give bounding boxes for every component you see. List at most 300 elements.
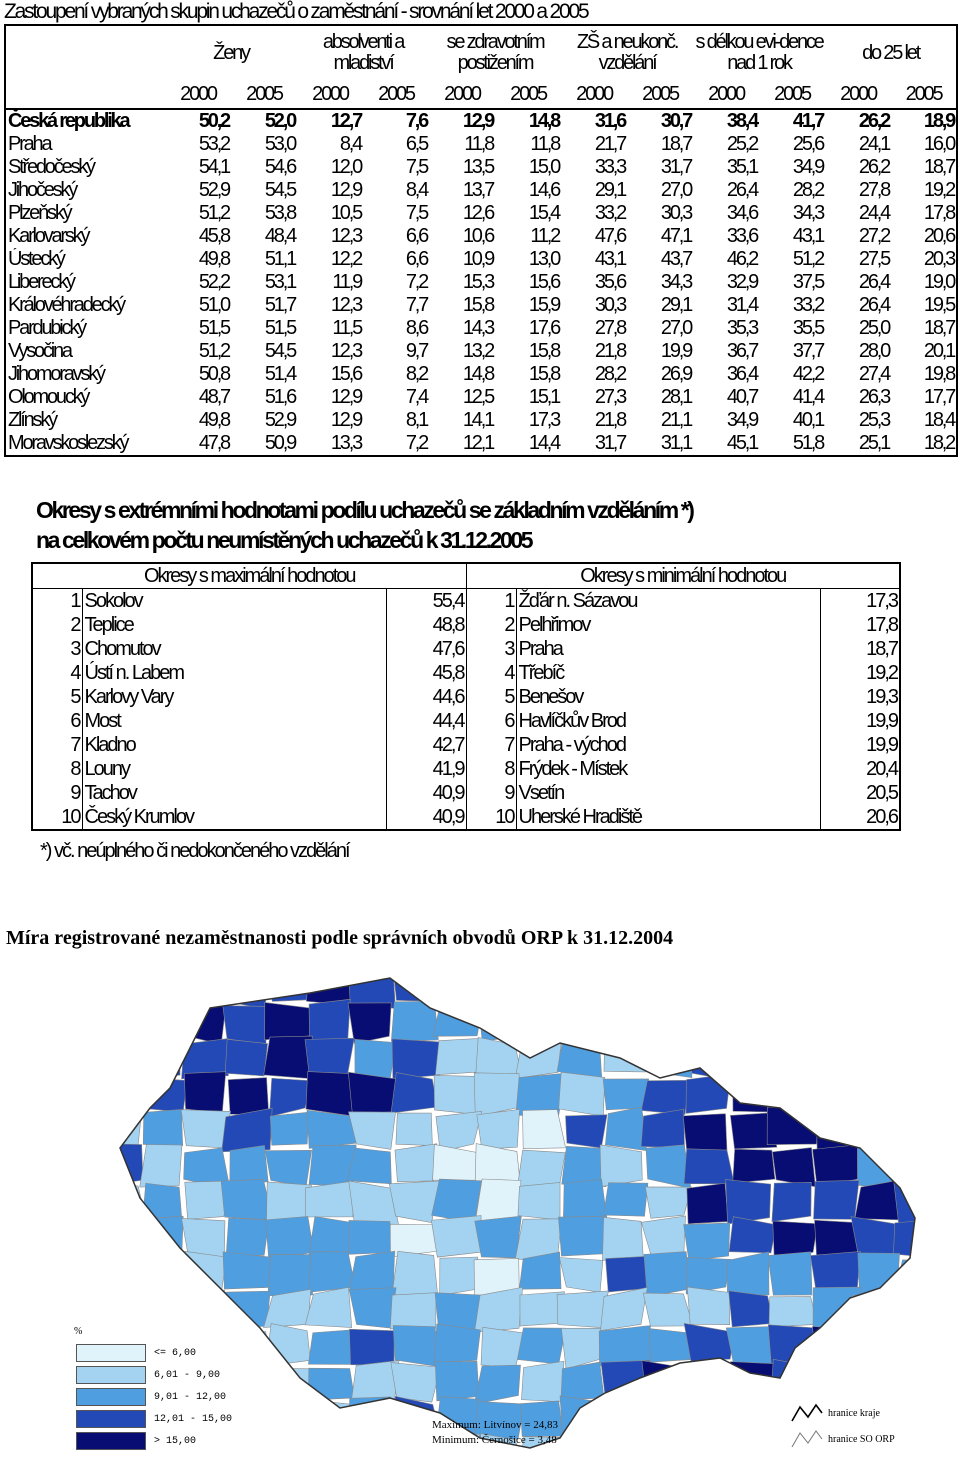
group-header: ZŠ a neukonč. vzdělání <box>576 31 678 74</box>
value-cell: 12,9 <box>330 409 362 431</box>
table-row <box>5 156 957 179</box>
table-row <box>5 386 957 409</box>
region-name: Česká republika <box>8 110 129 132</box>
table2-title <box>36 495 693 555</box>
orp-region <box>223 1006 266 1045</box>
value-cell: 24,4 <box>858 202 890 224</box>
orp-region <box>391 1073 438 1114</box>
orp-region <box>599 968 649 1004</box>
value-cell: 29,1 <box>660 294 692 316</box>
orp-region <box>602 1217 643 1260</box>
orp-region <box>685 1004 732 1039</box>
min-district: Pelhřimov <box>516 613 820 637</box>
orp-region <box>851 1325 899 1360</box>
orp-region <box>395 1144 437 1182</box>
value-cell: 30,3 <box>660 202 692 224</box>
value-cell: 12,9 <box>330 386 362 408</box>
value-cell: 26,4 <box>858 294 890 316</box>
value-cell: 36,7 <box>726 340 758 362</box>
value-cell: 48,7 <box>198 386 229 408</box>
orp-region <box>144 1003 184 1045</box>
value-cell: 13,0 <box>528 248 560 270</box>
orp-region <box>349 1329 394 1366</box>
orp-region <box>305 1038 354 1076</box>
value-cell: 8,1 <box>405 409 428 431</box>
orp-region <box>390 1293 436 1329</box>
orp-region <box>269 1078 312 1117</box>
max-rank: 4 <box>70 661 80 684</box>
value-cell: 21,8 <box>594 409 626 431</box>
year-header: 2000 <box>297 80 363 109</box>
value-cell: 54,6 <box>264 156 296 178</box>
max-district: Teplice <box>82 613 386 637</box>
table-row <box>32 781 900 805</box>
orp-border-icon <box>790 1429 824 1449</box>
orp-region <box>391 1363 441 1403</box>
value-cell: 29,1 <box>594 179 626 201</box>
legend-label: 12,01 - 15,00 <box>154 1413 233 1425</box>
orp-region <box>812 1326 858 1367</box>
legend-item <box>76 1344 276 1362</box>
orp-region <box>642 1361 689 1405</box>
value-cell: 18,9 <box>923 110 955 132</box>
value-cell: 27,0 <box>660 317 692 339</box>
value-cell: 13,3 <box>330 432 362 454</box>
value-cell: 19,8 <box>923 363 955 385</box>
min-district: Benešov <box>516 685 820 709</box>
legend-swatch <box>76 1432 146 1450</box>
orp-region <box>96 1006 143 1043</box>
value-cell: 12,3 <box>330 294 362 316</box>
value-cell: 14,4 <box>528 432 560 454</box>
map-extremes <box>432 1418 558 1448</box>
value-cell: 31,4 <box>726 294 758 316</box>
value-cell: 18,7 <box>923 317 955 339</box>
min-district: Vsetín <box>516 781 820 805</box>
value-cell: 47,8 <box>198 432 229 454</box>
value-cell: 34,3 <box>792 202 824 224</box>
value-cell: 53,0 <box>264 133 296 155</box>
region-name: Jihočeský <box>8 179 77 201</box>
orp-region <box>898 1324 920 1367</box>
value-cell: 18,2 <box>923 432 955 454</box>
min-value: 19,9 <box>820 733 900 757</box>
legend-item <box>76 1388 276 1406</box>
region-name: Plzeňský <box>8 202 71 224</box>
max-district: Most <box>82 709 386 733</box>
orp-region <box>265 1002 311 1039</box>
max-value: 47,6 <box>386 637 466 661</box>
value-cell: 26,2 <box>858 156 890 178</box>
orp-region <box>641 1109 684 1148</box>
value-cell: 27,8 <box>594 317 626 339</box>
value-cell: 6,6 <box>405 248 428 270</box>
orp-region <box>688 1396 734 1438</box>
value-cell: 7,2 <box>405 271 428 293</box>
orp-region <box>139 1252 188 1297</box>
value-cell: 10,9 <box>462 248 494 270</box>
orp-region <box>142 1216 183 1256</box>
value-cell: 7,2 <box>405 432 428 454</box>
orp-region <box>642 1000 692 1039</box>
legend-label: 6,01 - 9,00 <box>154 1369 221 1381</box>
orp-region <box>645 1187 691 1218</box>
orp-region <box>143 1289 182 1324</box>
orp-region <box>599 1400 647 1436</box>
orp-region <box>266 1216 314 1260</box>
orp-region <box>221 1179 273 1220</box>
region-name: Středočeský <box>8 156 94 178</box>
region-name: Vysočina <box>8 340 71 362</box>
year-header: 2000 <box>693 80 759 109</box>
map-maximum: Maximum: Litvínov = 24,83 <box>432 1419 558 1431</box>
max-rank: 6 <box>70 709 80 732</box>
map-minimum: Minimum: Černošice = 3,48 <box>432 1434 557 1446</box>
orp-region <box>685 1431 732 1458</box>
legend-swatch <box>76 1344 146 1362</box>
orp-region <box>770 1004 810 1040</box>
orp-region <box>860 970 900 1008</box>
orp-region <box>308 1368 354 1400</box>
max-district: Český Krumlov <box>82 805 386 830</box>
max-rank: 10 <box>61 805 80 828</box>
group-header: do 25 let <box>862 41 919 64</box>
table-row <box>5 363 957 386</box>
min-district: Praha <box>516 637 820 661</box>
table-row <box>5 409 957 432</box>
orp-region <box>140 968 186 1001</box>
orp-region <box>437 972 482 1007</box>
kraj-border-icon <box>790 1403 824 1423</box>
group-header: s délkou evi-dence nad 1 rok <box>695 31 823 74</box>
value-cell: 35,5 <box>792 317 824 339</box>
region-name: Olomoucký <box>8 386 89 408</box>
orp-region <box>768 968 818 1001</box>
orp-region <box>558 1216 605 1256</box>
orp-region <box>813 1287 861 1330</box>
value-cell: 26,4 <box>726 179 758 201</box>
value-cell: 51,4 <box>264 363 296 385</box>
orp-region <box>348 1220 392 1254</box>
value-cell: 48,4 <box>264 225 296 247</box>
value-cell: 25,3 <box>858 409 890 431</box>
value-cell: 41,4 <box>792 386 824 408</box>
orp-region <box>894 1071 920 1114</box>
value-cell: 27,4 <box>858 363 890 385</box>
orp-region <box>729 1291 774 1327</box>
orp-region <box>768 1252 812 1295</box>
orp-region <box>603 1000 650 1043</box>
orp-region <box>180 1290 226 1329</box>
orp-region <box>181 1001 227 1045</box>
value-cell: 26,2 <box>858 110 890 132</box>
value-cell: 11,9 <box>332 271 362 293</box>
table-row <box>5 248 957 271</box>
region-name: Pardubický <box>8 317 85 339</box>
year-header: 2005 <box>759 80 825 109</box>
map-title: Míra registrované nezaměstnanosti podle správních obvodů ORP k 31.12.2004 <box>6 927 674 949</box>
orp-region <box>349 1288 396 1328</box>
value-cell: 21,1 <box>660 409 692 431</box>
value-cell: 45,8 <box>198 225 229 247</box>
orp-region <box>899 1108 920 1151</box>
value-cell: 52,9 <box>198 179 229 201</box>
extreme-districts-table <box>31 562 901 831</box>
orp-region <box>348 1072 397 1114</box>
value-cell: 11,5 <box>332 317 362 339</box>
value-cell: 43,1 <box>594 248 626 270</box>
value-cell: 8,2 <box>405 363 428 385</box>
orp-region <box>98 1182 145 1217</box>
min-district: Žďár n. Sázavou <box>516 589 820 614</box>
legend-swatch <box>76 1366 146 1384</box>
orp-region <box>98 1257 141 1292</box>
max-rank: 1 <box>70 589 80 612</box>
orp-region <box>726 1180 771 1224</box>
orp-region <box>474 1365 520 1404</box>
orp-region <box>817 999 859 1045</box>
orp-region <box>768 1325 817 1366</box>
value-cell: 26,3 <box>858 386 890 408</box>
value-cell: 49,8 <box>198 248 229 270</box>
value-cell: 34,3 <box>660 271 692 293</box>
value-cell: 33,2 <box>792 294 824 316</box>
orp-region <box>143 1109 183 1145</box>
min-rank: 10 <box>466 805 516 830</box>
orp-region <box>348 968 396 1009</box>
table1-title: Zastoupení vybraných skupin uchazečů o zaměstnání - srovnání let 2000 a 2005 <box>4 0 588 23</box>
orp-region <box>559 1258 602 1293</box>
orp-region <box>184 1072 226 1114</box>
value-cell: 51,5 <box>264 317 296 339</box>
value-cell: 12,7 <box>330 110 362 132</box>
value-cell: 15,4 <box>528 202 560 224</box>
orp-region <box>308 1436 354 1458</box>
orp-region <box>390 1437 435 1458</box>
value-cell: 26,9 <box>660 363 692 385</box>
orp-region <box>684 968 727 1005</box>
year-header: 2000 <box>825 80 891 109</box>
value-cell: 50,2 <box>198 110 229 132</box>
table-row <box>32 685 900 709</box>
value-cell: 18,7 <box>660 133 692 155</box>
value-cell: 30,3 <box>594 294 626 316</box>
orp-region <box>347 1148 391 1184</box>
value-cell: 53,2 <box>198 133 229 155</box>
max-district: Karlovy Vary <box>82 685 386 709</box>
value-cell: 8,4 <box>339 133 362 155</box>
value-cell: 14,6 <box>528 179 560 201</box>
value-cell: 52,2 <box>198 271 229 293</box>
value-cell: 15,8 <box>528 340 560 362</box>
value-cell: 8,6 <box>405 317 428 339</box>
value-cell: 54,5 <box>264 340 296 362</box>
orp-region <box>770 1359 818 1403</box>
table1-group-row <box>5 25 957 80</box>
value-cell: 15,6 <box>330 363 362 385</box>
orp-region <box>311 1400 350 1438</box>
value-cell: 38,4 <box>726 110 758 132</box>
orp-region <box>729 1217 776 1253</box>
value-cell: 25,0 <box>858 317 890 339</box>
max-rank: 7 <box>70 733 80 756</box>
value-cell: 28,2 <box>792 179 824 201</box>
orp-region <box>814 1074 857 1112</box>
orp-region <box>893 1220 920 1259</box>
max-district: Sokolov <box>82 589 386 614</box>
value-cell: 20,3 <box>923 248 955 270</box>
orp-region <box>728 1438 770 1458</box>
table-row <box>5 202 957 225</box>
value-cell: 17,8 <box>923 202 955 224</box>
value-cell: 32,9 <box>726 271 758 293</box>
orp-region <box>566 1115 608 1148</box>
value-cell: 16,0 <box>923 133 955 155</box>
value-cell: 26,4 <box>858 271 890 293</box>
orp-region <box>270 1112 308 1145</box>
min-rank: 2 <box>466 613 516 637</box>
table-row <box>5 294 957 317</box>
region-name: Zlínský <box>8 409 56 431</box>
table-row <box>5 133 957 156</box>
min-value: 20,5 <box>820 781 900 805</box>
orp-region <box>604 1038 646 1072</box>
value-cell: 33,3 <box>594 156 626 178</box>
orp-region <box>686 1074 731 1113</box>
orp-region <box>644 1252 690 1297</box>
value-cell: 14,1 <box>462 409 494 431</box>
orp-region <box>852 1362 899 1396</box>
orp-region <box>896 1037 920 1076</box>
max-district: Tachov <box>82 781 386 805</box>
table-row <box>5 225 957 248</box>
year-header: 2005 <box>231 80 297 109</box>
orp-region <box>603 1183 648 1216</box>
value-cell: 15,1 <box>528 386 560 408</box>
value-cell: 15,8 <box>528 363 560 385</box>
value-cell: 21,7 <box>594 133 626 155</box>
value-cell: 20,6 <box>923 225 955 247</box>
table2-title-line1: Okresy s extrémními hodnotami podílu uchazečů se základním vzděláním *) <box>36 497 693 523</box>
min-rank: 8 <box>466 757 516 781</box>
value-cell: 19,2 <box>923 179 955 201</box>
orp-region <box>767 1107 818 1144</box>
orp-region <box>686 1040 732 1081</box>
value-cell: 45,1 <box>726 432 758 454</box>
region-name: Královéhradecký <box>8 294 124 316</box>
value-cell: 41,7 <box>792 110 824 132</box>
value-cell: 54,1 <box>198 156 229 178</box>
value-cell: 14,8 <box>462 363 494 385</box>
map-legend <box>76 1344 276 1454</box>
orp-region <box>348 1112 395 1150</box>
value-cell: 11,8 <box>464 133 494 155</box>
max-value: 55,4 <box>386 589 466 614</box>
value-cell: 40,1 <box>792 409 824 431</box>
orp-region <box>727 1398 775 1440</box>
value-cell: 14,8 <box>528 110 560 132</box>
min-value: 20,6 <box>820 805 900 830</box>
value-cell: 25,1 <box>858 432 890 454</box>
value-cell: 12,9 <box>462 110 494 132</box>
orp-region <box>268 1254 313 1295</box>
min-rank: 7 <box>466 733 516 757</box>
value-cell: 15,8 <box>462 294 494 316</box>
orp-region <box>900 1148 920 1188</box>
orp-region <box>521 1000 564 1044</box>
orp-region <box>641 1399 692 1436</box>
orp-region <box>223 1252 272 1289</box>
value-cell: 7,5 <box>405 156 428 178</box>
legend-label: > 15,00 <box>154 1435 197 1447</box>
orp-region <box>606 1256 651 1292</box>
value-cell: 27,2 <box>858 225 890 247</box>
value-cell: 19,9 <box>660 340 692 362</box>
legend-item <box>76 1366 276 1384</box>
min-value: 19,9 <box>820 709 900 733</box>
orp-region <box>98 1040 147 1072</box>
legend-kraj-border <box>790 1402 940 1424</box>
orp-region <box>390 1224 438 1257</box>
max-value: 42,7 <box>386 733 466 757</box>
min-rank: 6 <box>466 709 516 733</box>
value-cell: 14,3 <box>462 317 494 339</box>
legend-label: 9,01 - 12,00 <box>154 1391 227 1403</box>
value-cell: 35,6 <box>594 271 626 293</box>
orp-region <box>476 968 522 1009</box>
value-cell: 17,3 <box>528 409 560 431</box>
table-row <box>32 757 900 781</box>
value-cell: 51,1 <box>264 248 296 270</box>
orp-region <box>519 968 567 1005</box>
value-cell: 47,6 <box>594 225 626 247</box>
value-cell: 25,6 <box>792 133 824 155</box>
value-cell: 34,9 <box>726 409 758 431</box>
orp-region <box>523 1110 566 1149</box>
max-value: 40,9 <box>386 805 466 830</box>
year-header: 2005 <box>363 80 429 109</box>
max-district: Ústí n. Labem <box>82 661 386 685</box>
max-value: 40,9 <box>386 781 466 805</box>
orp-region <box>561 1362 604 1400</box>
orp-region <box>306 1072 355 1117</box>
orp-region <box>517 1328 565 1364</box>
orp-region <box>727 1252 769 1296</box>
min-value: 17,8 <box>820 613 900 637</box>
orp-region <box>481 1327 523 1368</box>
orp-region <box>853 1071 903 1116</box>
orp-region <box>350 1438 399 1458</box>
value-cell: 12,5 <box>462 386 494 408</box>
orp-region <box>95 1290 142 1331</box>
legend-unit: % <box>74 1326 83 1337</box>
orp-region <box>433 1144 479 1180</box>
orp-region <box>688 1366 728 1404</box>
value-cell: 17,6 <box>528 317 560 339</box>
table-row <box>32 709 900 733</box>
value-cell: 27,5 <box>858 248 890 270</box>
orp-region <box>642 968 688 1004</box>
value-cell: 51,2 <box>792 248 824 270</box>
corner-cell <box>5 25 165 80</box>
orp-border-label: hranice SO ORP <box>828 1433 895 1445</box>
year-header: 2000 <box>429 80 495 109</box>
orp-region <box>772 1148 815 1187</box>
value-cell: 52,9 <box>264 409 296 431</box>
orp-region <box>558 968 608 1006</box>
orp-region <box>727 1001 772 1041</box>
legend-label: <= 6,00 <box>154 1347 197 1359</box>
